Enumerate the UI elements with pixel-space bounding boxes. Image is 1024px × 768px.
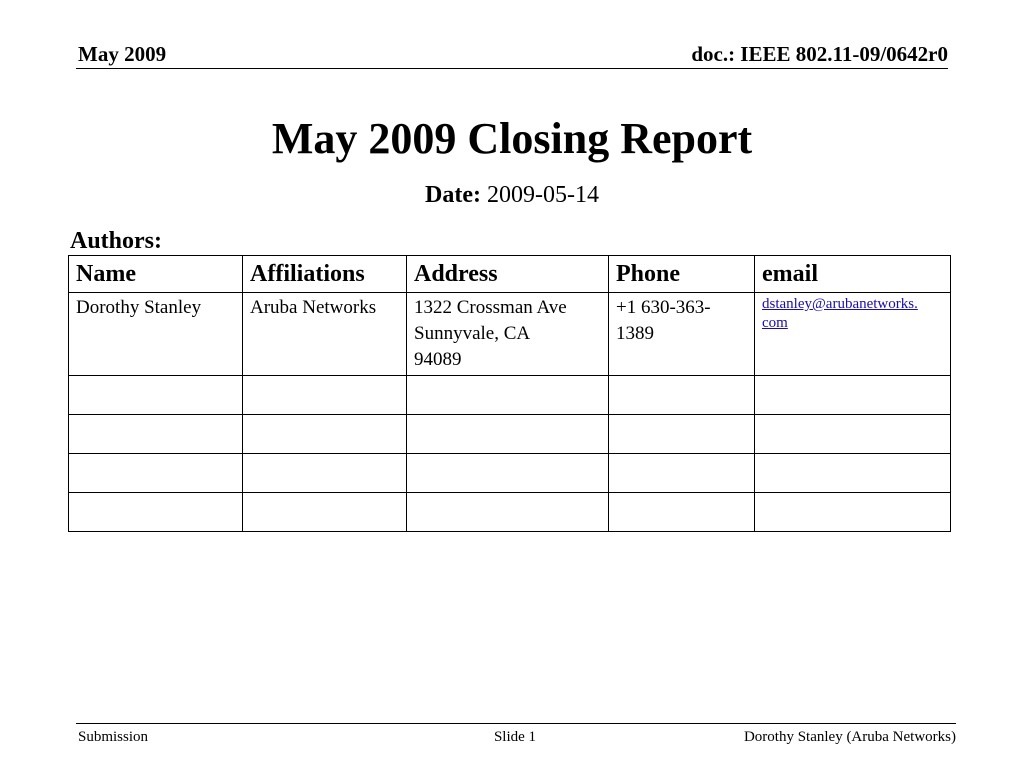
cell-address [407,293,609,376]
address-line-1: 1322 Crossman Ave [414,297,567,318]
table-row [69,376,951,415]
authors-table [68,255,951,532]
table-row [69,454,951,493]
header-rule [76,68,948,69]
empty-cell [609,415,755,454]
footer-slide-number: Slide 1 [493,729,537,745]
empty-cell [609,376,755,415]
address-line-2: Sunnyvale, CA [414,323,531,344]
footer-rule [76,723,956,724]
phone-line-2: 1389 [616,323,654,344]
column-header-affiliations: Affiliations [243,256,407,293]
empty-cell [407,493,609,532]
empty-cell [407,454,609,493]
email-line-1: dstanley@arubanetworks. [762,296,918,312]
footer-submission: Submission [78,729,149,745]
email-line-2: com [762,315,788,331]
column-header-address: Address [407,256,609,293]
empty-cell [755,376,951,415]
date-value: 2009-05-14 [486,182,599,208]
empty-cell [69,493,243,532]
empty-cell [407,376,609,415]
empty-cell [69,415,243,454]
empty-cell [407,415,609,454]
empty-cell [69,376,243,415]
cell-phone [609,293,755,376]
empty-cell [609,454,755,493]
empty-cell [243,415,407,454]
empty-cell [243,493,407,532]
table-row [69,293,951,376]
date-line [0,180,1024,210]
table-row [69,415,951,454]
empty-cell [243,376,407,415]
empty-cell [755,493,951,532]
phone-line-1: +1 630-363- [616,297,711,318]
empty-cell [609,493,755,532]
empty-cell [243,454,407,493]
table-header-row [69,256,951,293]
cell-affiliation: Aruba Networks [243,293,407,376]
address-line-3: 94089 [414,349,462,370]
email-link[interactable] [762,295,918,333]
column-header-email: email [755,256,951,293]
authors-label: Authors: [70,228,163,254]
header-date: May 2009 [78,42,167,66]
date-label: Date: [425,182,481,208]
footer-author: Dorothy Stanley (Aruba Networks) [743,729,956,745]
cell-email [755,293,951,376]
column-header-phone: Phone [609,256,755,293]
empty-cell [755,415,951,454]
cell-name: Dorothy Stanley [69,293,243,376]
empty-cell [69,454,243,493]
empty-cell [755,454,951,493]
slide-title: May 2009 Closing Report [271,114,753,163]
header-doc-id: doc.: IEEE 802.11-09/0642r0 [691,42,948,66]
column-header-name: Name [69,256,243,293]
table-row [69,493,951,532]
